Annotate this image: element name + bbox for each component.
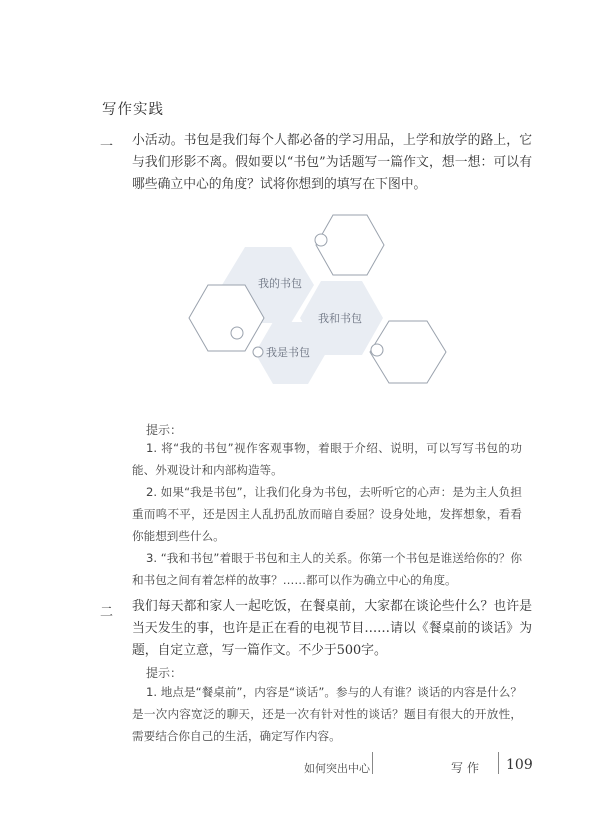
hex-label-my-bag: 我的书包 <box>258 277 302 290</box>
question-1-hint-label: 提示： <box>146 423 183 437</box>
hex-label-me-and-bag: 我和书包 <box>318 312 362 325</box>
footer-divider <box>372 752 373 774</box>
hex-marker-circle <box>371 344 383 356</box>
question-1-number: 一 <box>100 139 114 154</box>
question-1-text: 小活动。书包是我们每个人都必备的学习用品，上学和放学的路上，它与我们形影不离。假如要以“书包”为话题写一篇作文，想一想：可以有哪些确立中心的角度？试将你想到的填写在下图中。 <box>132 133 532 192</box>
question-2-hint-1: 1. 地点是“餐桌前”，内容是“谈话”。参与的人有谁？谈话的内容是什么？是一次内容宽泛的聊天，还是一次有针对性的谈话？题目有很大的开放性，需要结合你自己的生活，确定写作内容。 <box>132 685 522 743</box>
footer-section: 写作 <box>451 761 484 775</box>
question-2-hint-label: 提示： <box>146 666 183 680</box>
page-number: 109 <box>506 757 533 773</box>
section-title: 写作实践 <box>102 102 164 118</box>
hex-outline-top-right <box>316 215 384 275</box>
footer-chapter: 如何突出中心 <box>304 762 370 775</box>
hex-label-i-am-bag: 我是书包 <box>266 346 310 359</box>
hex-marker-circle <box>315 234 327 246</box>
footer-divider <box>498 752 499 774</box>
question-2-text: 我们每天都和家人一起吃饭，在餐桌前，大家都在谈论些什么？也许是当天发生的事，也许是正在看的电视节目……请以《餐桌前的谈话》为题，自定立意，写一篇作文。不少于500字。 <box>132 599 532 658</box>
hex-marker-circle <box>231 327 243 339</box>
hex-marker-circle <box>253 347 263 357</box>
question-2-number: 二 <box>100 605 114 620</box>
question-1-hint-3: 3. “我和书包”着眼于书包和主人的关系。你第一个书包是谁送给你的？你和书包之间有着怎样的故事？……都可以作为确立中心的角度。 <box>132 551 522 587</box>
question-1-hint-1: 1. 将“我的书包”视作客观事物，着眼于介绍、说明，可以写写书包的功能、外观设计和内部构造等。 <box>132 441 522 477</box>
question-1-hint-2: 2. 如果“我是书包”，让我们化身为书包，去听听它的心声：是为主人负担重而鸣不平，还是因主人乱扔乱放而暗自委屈？设身处地，发挥想象，看看你能想到些什么。 <box>132 485 522 543</box>
